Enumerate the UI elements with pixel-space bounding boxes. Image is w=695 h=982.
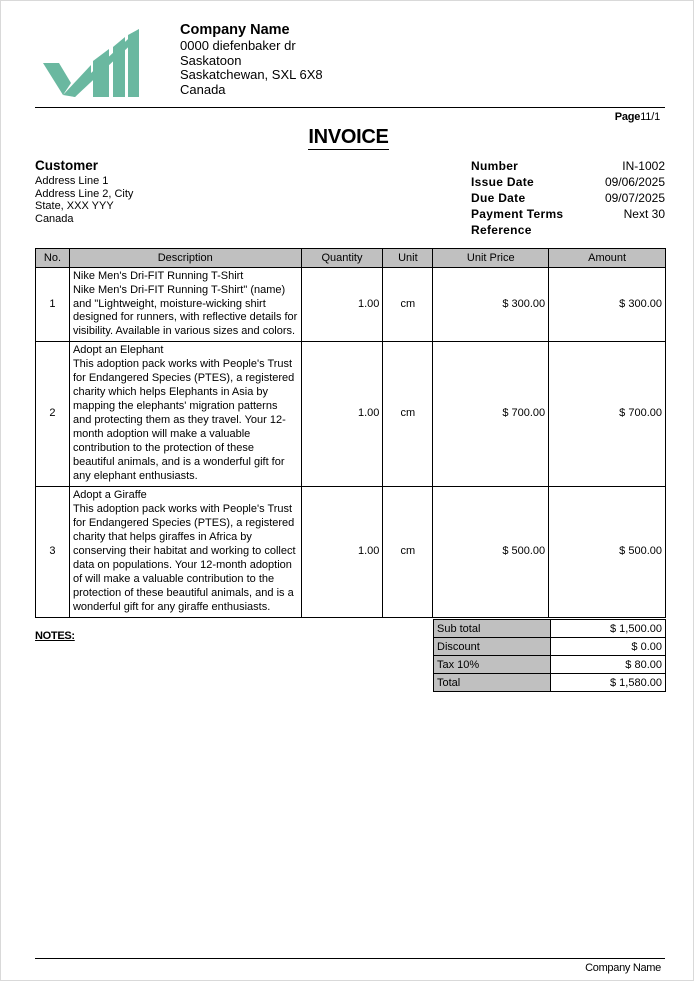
cell-description	[69, 268, 301, 342]
invoice-title	[1, 126, 695, 149]
item-name: Adopt an Elephant	[72, 344, 164, 357]
cell-no: 1	[36, 268, 70, 342]
customer-address-line: State, XXX YYY	[35, 200, 114, 213]
totals-value: $ 1,580.00	[551, 674, 666, 692]
meta-row-payment-terms	[471, 206, 665, 222]
cell-unit: cm	[383, 487, 433, 618]
company-address-line: 0000 diefenbaker dr	[180, 38, 296, 53]
cell-quantity: 1.00	[301, 268, 383, 342]
meta-value: 09/07/2025	[604, 191, 665, 205]
totals-row-discount	[434, 638, 666, 656]
column-header: Amount	[549, 249, 666, 268]
table-row	[36, 487, 666, 618]
company-address-line: Saskatchewan, SXL 6X8	[180, 67, 323, 83]
meta-row-due-date	[471, 190, 665, 206]
cell-amount: $ 700.00	[549, 342, 666, 487]
totals-label: Tax 10%	[434, 656, 551, 674]
invoice-meta	[471, 158, 665, 238]
meta-row-number	[471, 158, 665, 174]
invoice-title-text: INVOICE	[308, 126, 389, 148]
customer-address-line: Address Line 2, City	[35, 187, 134, 200]
cell-unit-price: $ 300.00	[433, 268, 549, 342]
meta-row-issue-date	[471, 174, 665, 190]
meta-row-reference	[471, 222, 665, 238]
cell-unit-price: $ 700.00	[433, 342, 549, 487]
column-header: Unit Price	[433, 249, 549, 268]
customer-address-line: Canada	[35, 212, 74, 225]
page-number	[615, 111, 660, 123]
meta-value: IN-1002	[622, 159, 665, 173]
cell-unit: cm	[383, 268, 433, 342]
company-address-line: Canada	[180, 81, 226, 97]
header-divider	[35, 107, 665, 108]
meta-key: Due Date	[471, 191, 526, 205]
customer-label: Customer	[35, 158, 99, 173]
page-label: Page	[614, 111, 641, 123]
customer-block	[35, 158, 133, 225]
cell-no: 3	[36, 487, 70, 618]
column-header: Unit	[383, 249, 433, 268]
cell-amount: $ 500.00	[549, 487, 666, 618]
totals-row-tax	[434, 656, 666, 674]
company-logo-icon	[41, 27, 141, 99]
cell-unit-price: $ 500.00	[433, 487, 549, 618]
notes-label: NOTES:	[35, 630, 75, 642]
column-header: Quantity	[301, 249, 383, 268]
totals-value: $ 0.00	[551, 638, 666, 656]
cell-no: 2	[36, 342, 70, 487]
meta-key: Payment Terms	[471, 207, 564, 221]
item-details: This adoption pack works with People's Trust for Endangered Species (PTES), a registered charity which helps Elephants in Asia by mapping the elephants' migration patterns and protecting them as they travel. Your 12-month adoption will make a valuable contribution to the protection of these beautiful animals, and is a wonderful gift for any elephant enthusiasts.	[72, 358, 295, 482]
company-address-line: Saskatoon	[180, 52, 242, 68]
customer-address-line: Address Line 1	[35, 175, 109, 187]
item-name: Adopt a Giraffe	[72, 489, 147, 502]
cell-quantity: 1.00	[301, 487, 383, 618]
footer-company-name: Company Name	[585, 962, 661, 974]
meta-key: Reference	[471, 223, 532, 237]
cell-description	[69, 342, 301, 487]
totals-table	[433, 619, 666, 692]
column-header: No.	[36, 249, 70, 268]
totals-label: Total	[434, 674, 551, 692]
cell-amount: $ 300.00	[549, 268, 666, 342]
item-details: Nike Men's Dri-FIT Running T-Shirt" (name) and "Lightweight, moisture-wicking shirt designed for runners, with reflective details for visibility. Available in various sizes and colors.	[72, 283, 298, 338]
footer-divider	[35, 958, 665, 959]
item-details: This adoption pack works with People's Trust for Endangered Species (PTES), a registered charity that helps giraffes in Africa by conserving their habitat and working to collect data on populations. Your 12-month adoption of will make a valuable contribution to the protection of these beautiful animals, and is a wonderful gift for any giraffe enthusiasts.	[72, 503, 296, 613]
company-info	[180, 22, 323, 97]
cell-quantity: 1.00	[301, 342, 383, 487]
totals-label: Discount	[434, 638, 551, 656]
line-items-table	[35, 248, 666, 618]
company-name: Company Name	[180, 22, 290, 38]
table-row	[36, 268, 666, 342]
cell-unit: cm	[383, 342, 433, 487]
totals-label: Sub total	[434, 620, 551, 638]
table-row	[36, 342, 666, 487]
totals-row-total	[434, 674, 666, 692]
meta-key: Issue Date	[471, 175, 535, 189]
item-name: Nike Men's Dri-FIT Running T-Shirt	[72, 269, 244, 282]
page-number-value: 11/1	[640, 111, 660, 123]
totals-value: $ 80.00	[551, 656, 666, 674]
totals-row-subtotal	[434, 620, 666, 638]
totals-value: $ 1,500.00	[551, 620, 666, 638]
meta-value: Next 30	[623, 207, 665, 221]
table-header-row	[36, 249, 666, 268]
column-header: Description	[69, 249, 301, 268]
meta-value: 09/06/2025	[604, 175, 665, 189]
meta-key: Number	[471, 159, 519, 173]
cell-description	[69, 487, 301, 618]
